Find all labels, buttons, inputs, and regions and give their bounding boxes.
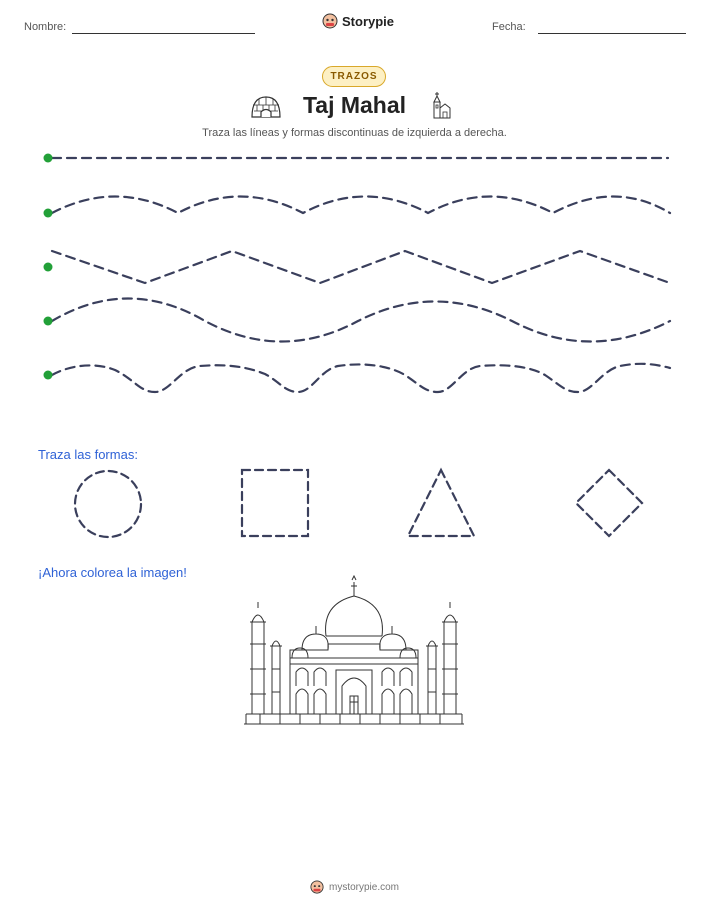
- date-label: Fecha:: [492, 21, 526, 33]
- name-label: Nombre:: [24, 21, 67, 33]
- trace-line-wave-3: [52, 364, 670, 392]
- tracing-lines[interactable]: [0, 0, 709, 400]
- footer: [0, 880, 709, 894]
- start-dot-icon: [44, 154, 53, 163]
- taj-mahal-coloring-image[interactable]: [240, 574, 468, 728]
- trace-line-wave-2: [52, 299, 670, 342]
- color-label: ¡Ahora colorea la imagen!: [38, 565, 187, 580]
- category-badge: TRAZOS: [322, 66, 386, 87]
- start-dot-icon: [44, 317, 53, 326]
- trace-line-wave-1: [52, 197, 670, 214]
- shapes-label: Traza las formas:: [38, 447, 138, 462]
- instructions: Traza las líneas y formas discontinuas de izquierda a derecha.: [202, 127, 507, 139]
- brand-name: Storypie: [342, 13, 395, 29]
- tracing-shapes[interactable]: [0, 460, 709, 550]
- start-dot-icon: [44, 263, 53, 272]
- trace-square: [242, 470, 308, 536]
- trace-triangle: [408, 470, 474, 536]
- start-dot-icon: [44, 371, 53, 380]
- trace-diamond: [576, 470, 642, 536]
- footer-url[interactable]: mystorypie.com: [328, 881, 399, 893]
- trace-circle: [75, 471, 141, 537]
- storypie-logo-icon: [310, 880, 324, 894]
- start-dot-icon: [44, 209, 53, 218]
- page-title: Taj Mahal: [302, 92, 407, 118]
- trace-line-zigzag: [52, 251, 670, 283]
